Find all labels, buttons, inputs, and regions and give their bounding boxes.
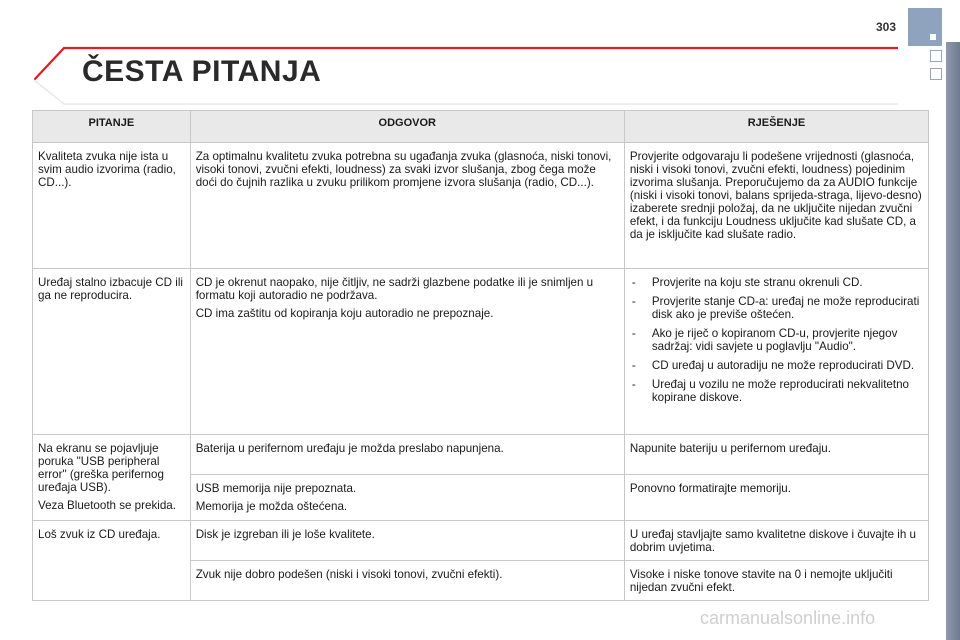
answer-text: USB memorija nije prepoznata. [195, 482, 357, 495]
question-cell [33, 521, 191, 601]
answer-text: Za optimalnu kvalitetu zvuka potrebna su ugađanja zvuka (glasnoća, niski tonovi, visoki tonovi, zvučni efekti, loudness) za svaki izvor slušanja, zbog čega može doći do čujnih razlika u zvuku prilikom promjene izvora slušanja (radio, CD...). [195, 150, 612, 189]
header-answer: ODGOVOR [190, 111, 624, 143]
answer-cell [190, 269, 624, 435]
list-item: - Provjerite na koju ste stranu okrenuli CD. [630, 276, 923, 289]
watermark-text: carmanualsonline.info [700, 608, 876, 628]
answer-text: CD je okrenut naopako, nije čitljiv, ne sadrži glazbene podatke ili je snimljen u formatu koji autoradio ne podržava. [195, 276, 594, 302]
header-solution: RJEŠENJE [624, 111, 928, 143]
solution-text: Provjerite odgovaraju li podešene vrijednosti (glasnoća, niski i visoki tonovi, zvučni efekti, loudness) pojedinim izvorima slušanja. Preporučujemo da za AUDIO funkcije (niski i visoki tonovi, balans sprijeda-straga, lijevo-desno) izaberete srednji položaj, da ne uključite nijedan zvučni efekt, i da funkciju Loudness uključite kad slušate CD, a da je isključite kad slušate radio. [629, 150, 922, 241]
side-checkbox-icon [930, 50, 942, 62]
question-text: Kvaliteta zvuka nije ista u svim audio izvorima (radio, CD...). [38, 150, 176, 189]
solution-text: Visoke i niske tonove stavite na 0 i nemojte uključiti nijedan zvučni efekt. [629, 568, 893, 594]
question-cell [33, 435, 191, 521]
table-row [33, 269, 929, 435]
solution-list [630, 276, 923, 404]
question-cell [33, 269, 191, 435]
list-item: - Uređaj u vozilu ne može reproducirati nekvalitetno kopirane diskove. [630, 378, 923, 404]
corner-square [930, 34, 936, 40]
question-text: Uređaj stalno izbacuje CD ili ga ne reproducira. [38, 276, 183, 302]
table-row [33, 521, 929, 561]
question-text: Veza Bluetooth se prekida. [38, 499, 176, 512]
table-header-row [33, 111, 929, 143]
solution-cell [624, 143, 928, 269]
question-cell [33, 143, 191, 269]
solution-cell [624, 475, 928, 521]
page-number: 303 [876, 20, 897, 34]
answer-text: Zvuk nije dobro podešen (niski i visoki tonovi, zvučni efekti). [195, 568, 503, 581]
list-item: - CD uređaj u autoradiju ne može reproducirati DVD. [630, 359, 923, 372]
page-title: ČESTA PITANJA [82, 55, 322, 88]
solution-cell [624, 269, 928, 435]
table-row [33, 143, 929, 269]
answer-cell [190, 143, 624, 269]
solution-text: U uređaj stavljajte samo kvalitetne diskove i čuvajte ih u dobrim uvjetima. [629, 528, 916, 554]
list-item: - Provjerite stanje CD-a: uređaj ne može reproducirati disk ako je previše oštećen. [630, 295, 923, 321]
answer-cell [190, 475, 624, 521]
table-row [33, 435, 929, 475]
solution-text: Napunite bateriju u perifernom uređaju. [629, 442, 831, 455]
answer-cell [190, 561, 624, 601]
answer-cell [190, 435, 624, 475]
answer-text: CD ima zaštitu od kopiranja koju autoradio ne prepoznaje. [195, 307, 494, 320]
answer-cell [190, 521, 624, 561]
solution-cell [624, 561, 928, 601]
side-strip [946, 42, 960, 640]
header-question: PITANJE [33, 111, 191, 143]
solution-text: Ponovno formatirajte memoriju. [629, 482, 791, 495]
question-text: Na ekranu se pojavljuje poruka "USB peripheral error" (greška perifernog uređaja USB). [38, 442, 164, 494]
question-text: Loš zvuk iz CD uređaja. [38, 528, 161, 541]
faq-table [32, 110, 929, 601]
answer-text: Memorija je možda oštećena. [195, 500, 348, 513]
list-item: - Ako je riječ o kopiranom CD-u, provjerite njegov sadržaj: vidi savjete u poglavlju "Audio". [630, 327, 923, 353]
answer-text: Disk je izgreban ili je loše kvalitete. [195, 528, 375, 541]
side-checkbox-icon [930, 68, 942, 80]
corner-tab [908, 8, 942, 46]
solution-cell [624, 435, 928, 475]
solution-cell [624, 521, 928, 561]
answer-text: Baterija u perifernom uređaju je možda preslabo napunjena. [195, 442, 504, 455]
